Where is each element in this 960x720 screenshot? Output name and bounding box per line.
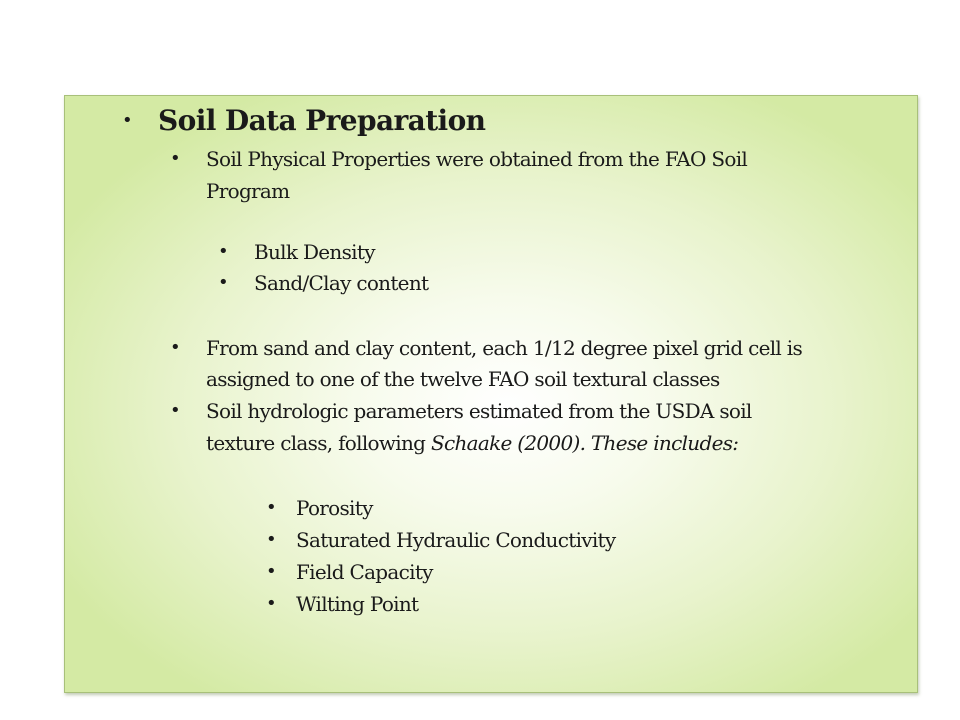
slide-title: Soil Data Preparation: [158, 104, 486, 137]
item-1-line-2: Program: [206, 179, 290, 203]
bullet-icon: •: [218, 241, 229, 262]
item-2-line-2: assigned to one of the twelve FAO soil textural classes: [206, 367, 720, 391]
bullet-icon: •: [266, 561, 277, 582]
bullet-icon: •: [122, 110, 133, 131]
subitem-wilting-point: Wilting Point: [296, 592, 419, 616]
subitem-saturated-hydraulic-conductivity: Saturated Hydraulic Conductivity: [296, 528, 616, 552]
bullet-icon: •: [170, 400, 181, 421]
subitem-porosity: Porosity: [296, 496, 373, 520]
item-3-line-1: Soil hydrologic parameters estimated from the USDA soil: [206, 399, 752, 423]
bullet-icon: •: [170, 148, 181, 169]
bullet-icon: •: [266, 529, 277, 550]
item-3-line-2: [206, 430, 738, 456]
subitem-field-capacity: Field Capacity: [296, 560, 433, 584]
item-1-line-1: Soil Physical Properties were obtained from the FAO Soil: [206, 147, 748, 171]
item-3-line-2-plain: texture class, following: [206, 431, 431, 455]
bullet-icon: •: [266, 497, 277, 518]
bullet-icon: •: [266, 593, 277, 614]
bullet-icon: •: [218, 272, 229, 293]
item-3-line-2-citation: Schaake (2000). These includes:: [430, 431, 739, 455]
bullet-icon: •: [170, 337, 181, 358]
subitem-bulk-density: Bulk Density: [254, 240, 375, 264]
subitem-sand-clay-content: Sand/Clay content: [254, 271, 429, 295]
item-2-line-1: From sand and clay content, each 1/12 degree pixel grid cell is: [206, 336, 803, 360]
